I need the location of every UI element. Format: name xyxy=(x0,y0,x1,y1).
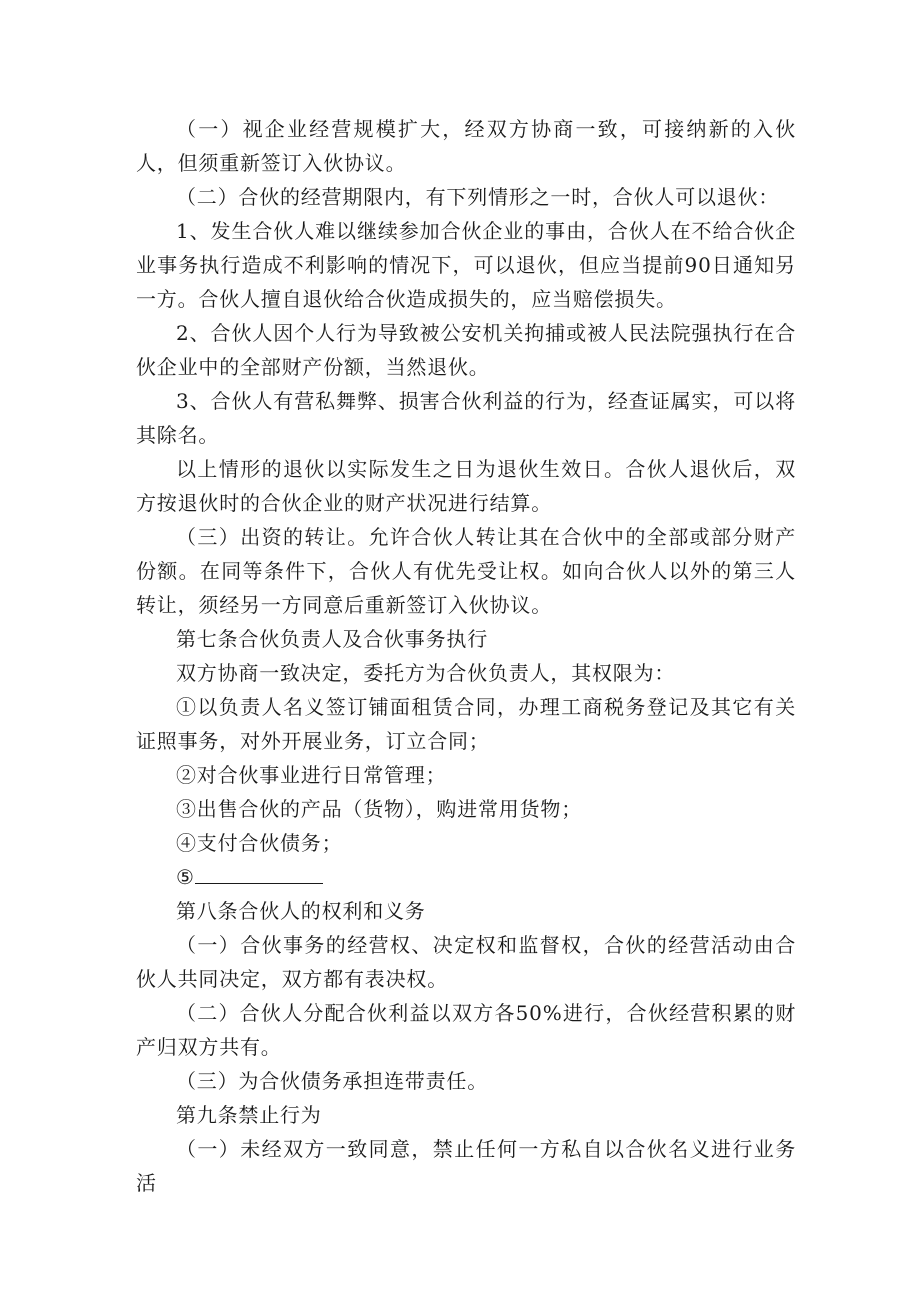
authority-item-5 xyxy=(136,860,796,894)
paragraph-prohibition-1: （一）未经双方一致同意，禁止任何一方私自以合伙名义进行业务活 xyxy=(136,1137,796,1195)
paragraph-withdrawal-item-1: 1、发生合伙人难以继续参加合伙企业的事由，合伙人在不给合伙企业事务执行造成不利影响的情况下，可以退伙，但应当提前90日通知另一方。合伙人擅自退伙给合伙造成损失的，应当赔偿损失。 xyxy=(136,219,796,311)
paragraph-admit-new-partner: （一）视企业经营规模扩大，经双方协商一致，可接纳新的入伙人，但须重新签订入伙协议。 xyxy=(136,117,796,175)
paragraph-withdrawal-effective: 以上情形的退伙以实际发生之日为退伙生效日。合伙人退伙后，双方按退伙时的合伙企业的财产状况进行结算。 xyxy=(136,457,796,515)
paragraph-rights-2: （二）合伙人分配合伙利益以双方各50%进行，合伙经营积累的财产归双方共有。 xyxy=(136,1001,796,1059)
authority-item-5-marker: ⑤ xyxy=(176,865,195,889)
blank-fill-line xyxy=(195,863,323,884)
authority-item-3: ③出售合伙的产品（货物），购进常用货物； xyxy=(176,797,582,821)
article-8-heading: 第八条合伙人的权利和义务 xyxy=(176,899,426,923)
authority-item-4: ④支付合伙债务； xyxy=(176,831,343,855)
paragraph-withdrawal-item-2: 2、合伙人因个人行为导致被公安机关拘捕或被人民法院强执行在合伙企业中的全部财产份额，当然退伙。 xyxy=(136,321,796,379)
paragraph-capital-transfer: （三）出资的转让。允许合伙人转让其在合伙中的全部或部分财产份额。在同等条件下，合伙人有优先受让权。如向合伙人以外的第三人转让，须经另一方同意后重新签订入伙协议。 xyxy=(136,525,796,617)
paragraph-withdrawal-conditions: （二）合伙的经营期限内，有下列情形之一时，合伙人可以退伙： xyxy=(176,185,780,209)
article-9-heading: 第九条禁止行为 xyxy=(176,1103,322,1127)
document-body xyxy=(136,112,796,1200)
authority-item-1: ①以负责人名义签订铺面租赁合同，办理工商税务登记及其它有关证照事务，对外开展业务，订立合同； xyxy=(136,695,796,753)
paragraph-rights-3: （三）为合伙债务承担连带责任。 xyxy=(176,1069,488,1093)
article-7-heading: 第七条合伙负责人及合伙事务执行 xyxy=(176,627,488,651)
paragraph-delegation: 双方协商一致决定，委托方为合伙负责人，其权限为： xyxy=(176,661,676,685)
paragraph-withdrawal-item-3: 3、合伙人有营私舞弊、损害合伙利益的行为，经查证属实，可以将其除名。 xyxy=(136,389,796,447)
authority-item-2: ②对合伙事业进行日常管理； xyxy=(176,763,447,787)
paragraph-rights-1: （一）合伙事务的经营权、决定权和监督权，合伙的经营活动由合伙人共同决定，双方都有表决权。 xyxy=(136,933,796,991)
